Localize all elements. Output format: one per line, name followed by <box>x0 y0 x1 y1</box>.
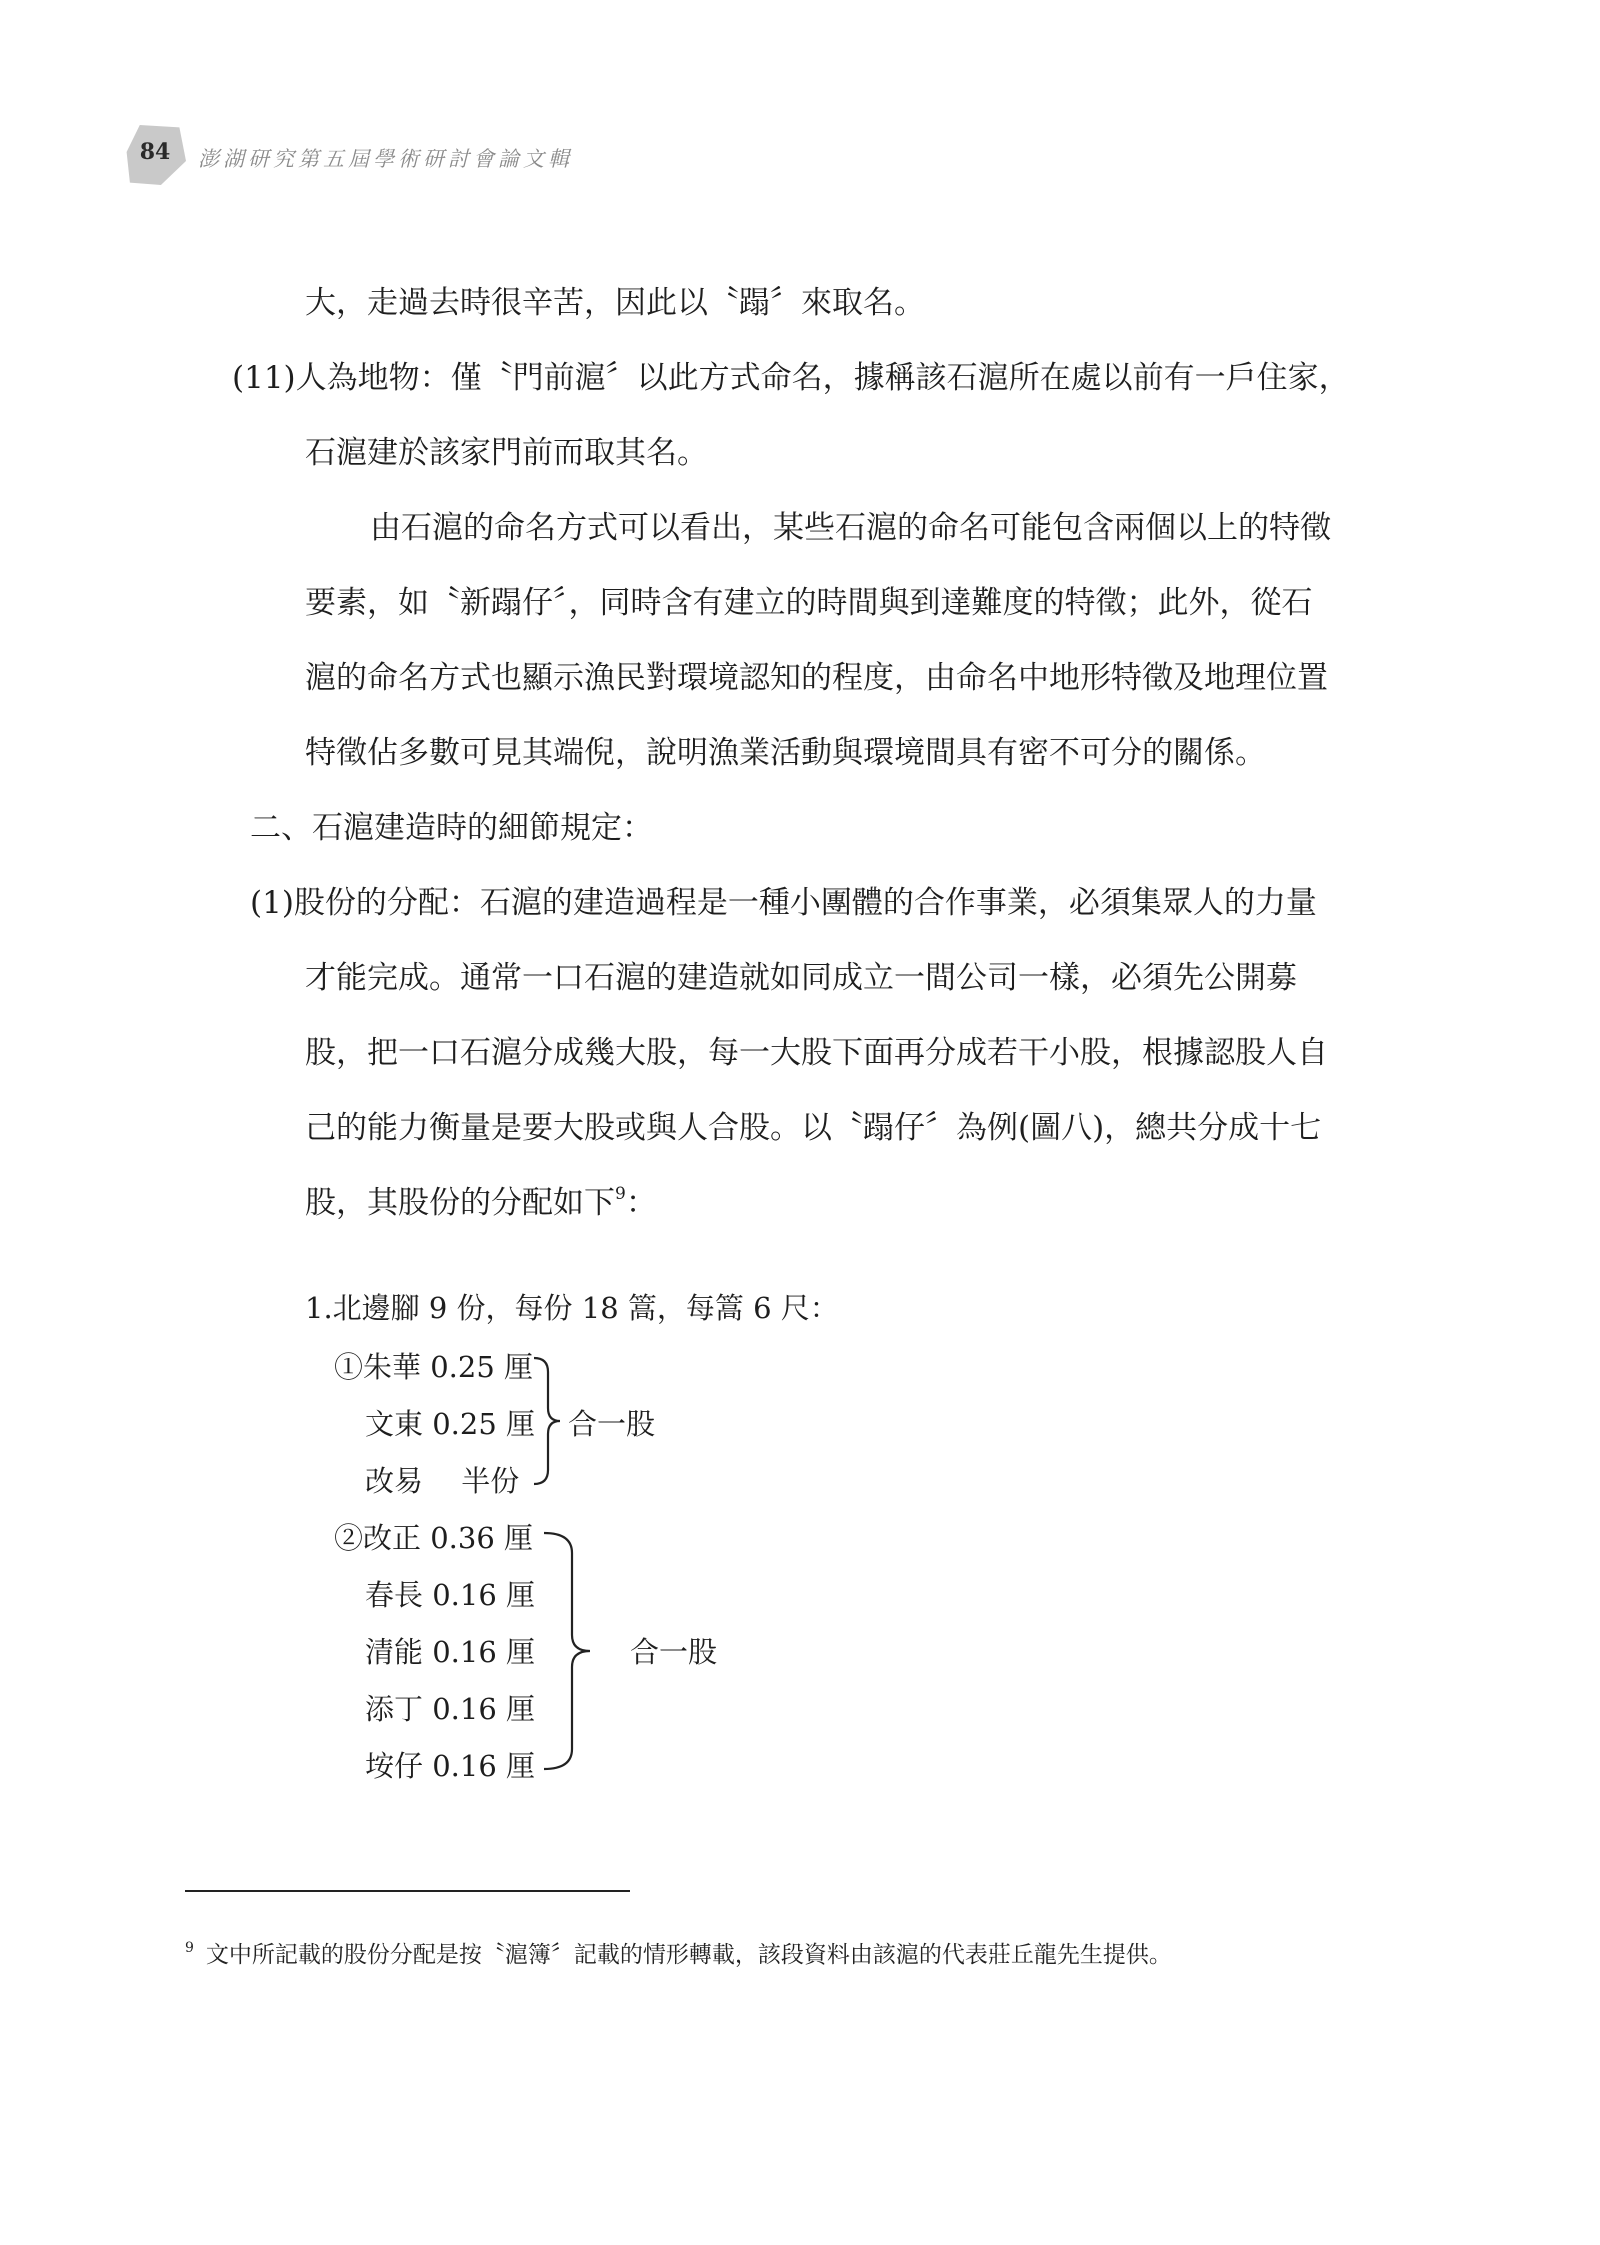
footnote-text: 文中所記載的股份分配是按〝滬簿〞記載的情形轉載，該段資料由該滬的代表莊丘龍先生提供。 <box>205 1942 1172 1968</box>
body-line: 大，走過去時很辛苦，因此以〝蹋〞來取名。 <box>305 285 925 321</box>
footnote <box>185 1940 1172 1973</box>
share-item: 垵仔 0.16 厘 <box>365 1749 536 1783</box>
share-item: 改易 半份 <box>365 1464 520 1498</box>
body-line: 由石滬的命名方式可以看出，某些石滬的命名可能包含兩個以上的特徵 <box>370 510 1331 546</box>
share-item: 添丁 0.16 厘 <box>365 1692 536 1726</box>
share-item: 清能 0.16 厘 <box>365 1635 536 1669</box>
share-item: 文東 0.25 厘 <box>365 1407 536 1441</box>
share-item: 春長 0.16 厘 <box>365 1578 536 1612</box>
footnote-mark: 9 <box>185 1940 194 1956</box>
brace-group2 <box>540 1527 600 1775</box>
body-line: 特徵佔多數可見其端倪，說明漁業活動與環境間具有密不可分的關係。 <box>305 735 1266 771</box>
share-item: ②改正 0.36 厘 <box>334 1521 534 1555</box>
brace-group1 <box>530 1354 570 1488</box>
footnote-divider <box>185 1890 630 1892</box>
footnote-reference: 9 <box>615 1184 626 1204</box>
body-line-end: ： <box>625 1185 657 1221</box>
body-line: (11)人為地物：僅〝門前滬〞以此方式命名，據稱該石滬所在處以前有一戶住家， <box>232 360 1350 396</box>
section-heading: 二、石滬建造時的細節規定： <box>250 810 653 846</box>
body-line: 己的能力衡量是要大股或與人合股。以〝蹋仔〞為例(圖八)，總共分成十七 <box>305 1110 1322 1146</box>
body-line: 股，把一口石滬分成幾大股，每一大股下面再分成若干小股，根據認股人自 <box>305 1035 1328 1071</box>
share-heading: 1.北邊腳 9 份，每份 18 篙，每篙 6 尺： <box>305 1291 839 1325</box>
page-number: 84 <box>139 139 171 165</box>
body-line: 才能完成。通常一口石滬的建造就如同成立一間公司一樣，必須先公開募 <box>305 960 1297 996</box>
group1-label: 合一股 <box>568 1407 656 1441</box>
running-title: 澎湖研究第五屆學術研討會論文輯 <box>198 147 573 171</box>
body-line: 石滬建於該家門前而取其名。 <box>305 435 708 471</box>
body-line-text: 股，其股份的分配如下 <box>305 1185 615 1221</box>
body-line: 滬的命名方式也顯示漁民對環境認知的程度，由命名中地形特徵及地理位置 <box>305 660 1328 696</box>
page-header <box>120 125 820 185</box>
body-line-last <box>305 1183 657 1228</box>
body-line: 要素，如〝新蹋仔〞，同時含有建立的時間與到達難度的特徵；此外，從石 <box>305 585 1313 621</box>
body-line: (1)股份的分配：石滬的建造過程是一種小團體的合作事業，必須集眾人的力量 <box>250 885 1317 921</box>
share-item: ①朱華 0.25 厘 <box>334 1350 534 1384</box>
group2-label: 合一股 <box>630 1635 718 1669</box>
